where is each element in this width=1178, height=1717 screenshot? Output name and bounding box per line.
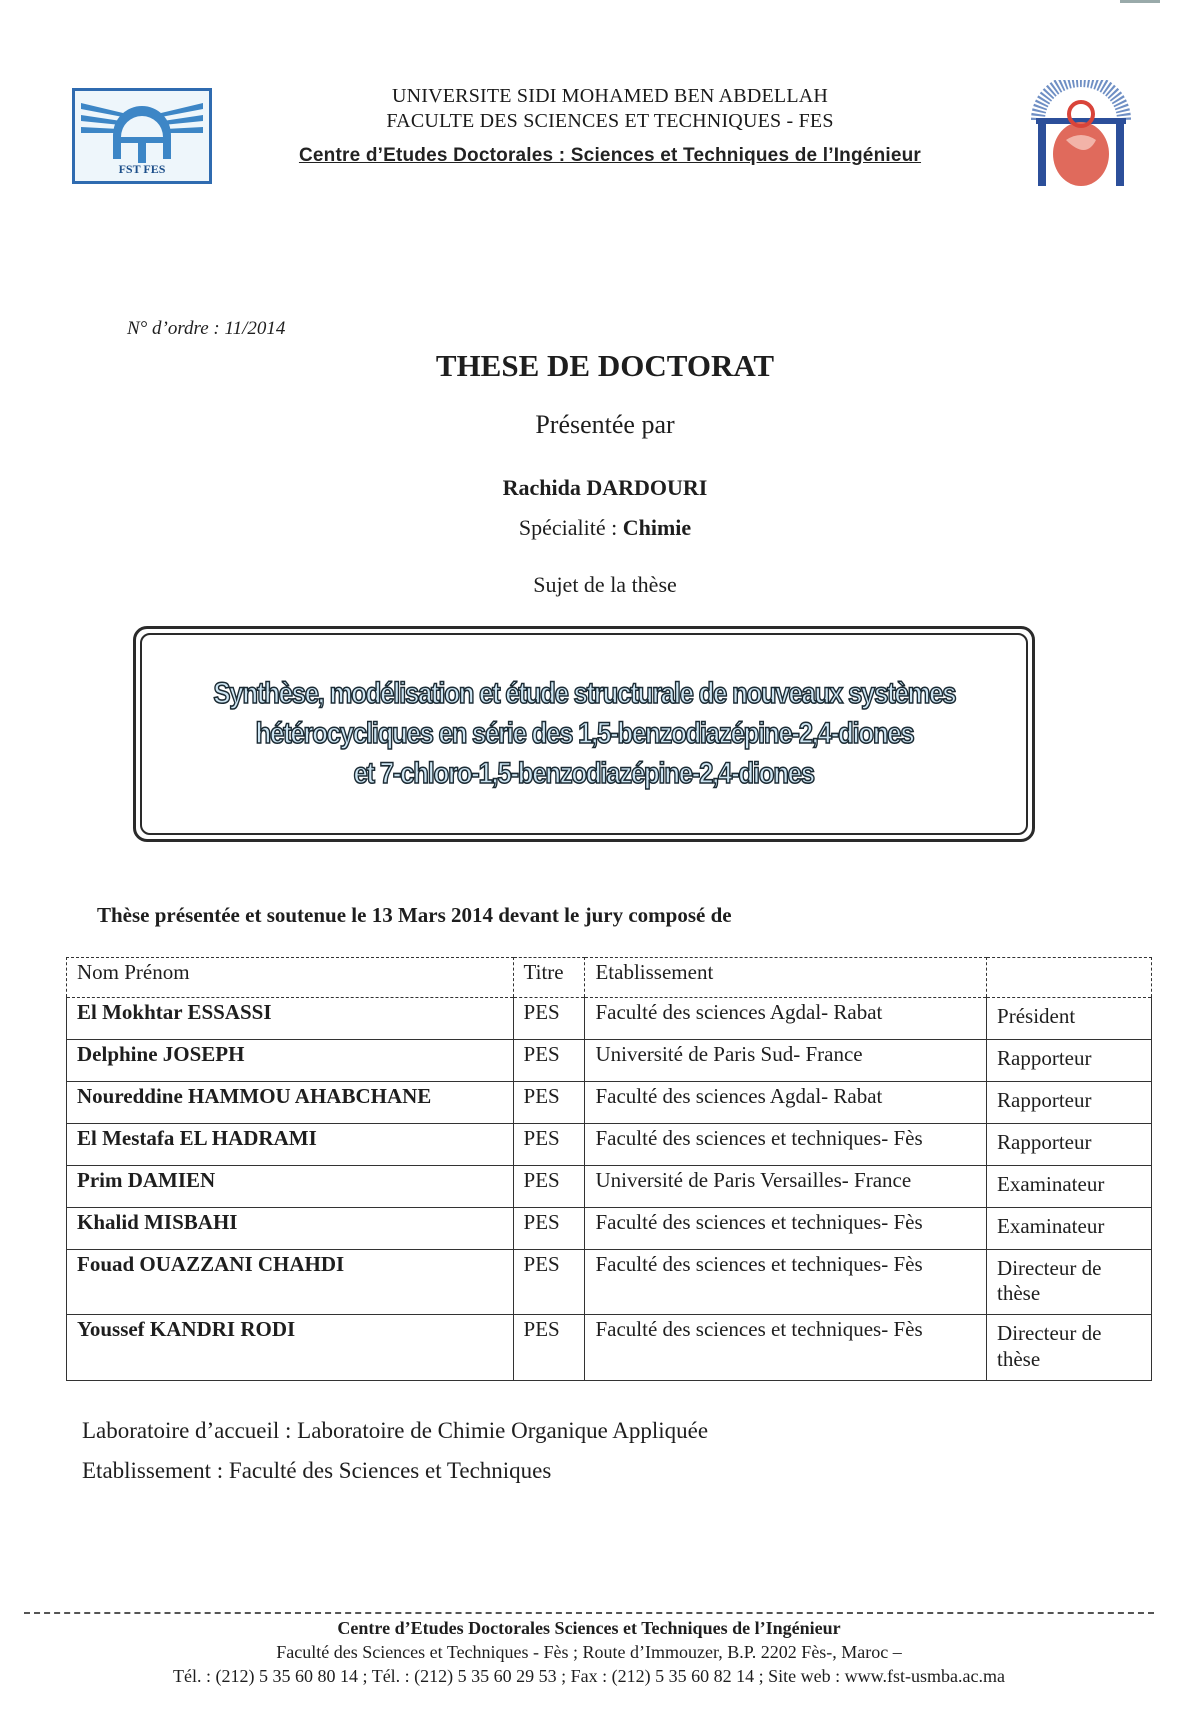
member-title: PES (513, 1208, 585, 1250)
emblem-icon (1030, 80, 1132, 190)
header-title: Titre (513, 958, 585, 998)
table-row (67, 1208, 1152, 1250)
table-row (67, 998, 1152, 1040)
logo-caption: FST FES (118, 162, 166, 176)
member-title: PES (513, 998, 585, 1040)
member-title: PES (513, 1040, 585, 1082)
table-row (67, 1040, 1152, 1082)
footer-address: Faculté des Sciences et Techniques - Fès ; Route d’Immouzer, B.P. 2202 Fès-, Maroc – (276, 1642, 902, 1662)
establishment: Etablissement : Faculté des Sciences et Techniques (82, 1458, 552, 1483)
speciality-label: Spécialité : (518, 515, 623, 540)
defense-statement: Thèse présentée et soutenue le 13 Mars 2014 devant le jury composé de (97, 903, 732, 927)
member-role: Directeur de thèse (987, 1315, 1152, 1380)
member-name: Prim DAMIEN (67, 1166, 514, 1208)
member-role: Rapporteur (987, 1082, 1152, 1124)
member-name: El Mokhtar ESSASSI (67, 998, 514, 1040)
member-role: Examinateur (987, 1166, 1152, 1208)
university-name: UNIVERSITE SIDI MOHAMED BEN ABDELLAH (391, 85, 829, 107)
host-laboratory: Laboratoire d’accueil : Laboratoire de Chimie Organique Appliquée (82, 1418, 709, 1443)
speciality (0, 515, 1178, 541)
fst-fes-logo (72, 88, 212, 184)
member-title: PES (513, 1166, 585, 1208)
member-role: Examinateur (987, 1208, 1152, 1250)
member-institution: Faculté des sciences et techniques- Fès (585, 1315, 987, 1380)
jury-table (66, 957, 1152, 1381)
table-row (67, 1124, 1152, 1166)
subject-line: Synthèse, modélisation et étude structurale de nouveaux systèmes (213, 677, 955, 710)
scan-artifact (1120, 0, 1160, 3)
subject-line: et 7-chloro-1,5-benzodiazépine-2,4-diones (353, 757, 815, 790)
member-institution: Faculté des sciences et techniques- Fès (585, 1250, 987, 1315)
member-role: Directeur de thèse (987, 1250, 1152, 1315)
order-number: N° d’ordre : 11/2014 (127, 318, 286, 339)
member-name: Noureddine HAMMOU AHABCHANE (67, 1082, 514, 1124)
member-institution: Université de Paris Sud- France (585, 1040, 987, 1082)
faculty-name: FACULTE DES SCIENCES ET TECHNIQUES - FES (386, 110, 834, 132)
header-role (987, 958, 1152, 998)
footer-divider (24, 1612, 1154, 1614)
table-row (67, 1250, 1152, 1315)
table-row (67, 1315, 1152, 1380)
footer-contacts: Tél. : (212) 5 35 60 80 14 ; Tél. : (212) 5 35 60 29 53 ; Fax : (212) 5 35 60 82 14 ; Site web : www.fst-usmba.ac.ma (173, 1666, 1005, 1686)
member-title: PES (513, 1250, 585, 1315)
member-name: Delphine JOSEPH (67, 1040, 514, 1082)
thesis-subject-box (133, 626, 1035, 842)
author-name: Rachida DARDOURI (502, 475, 708, 500)
speciality-value: Chimie (622, 515, 692, 540)
member-role: Président (987, 998, 1152, 1040)
member-title: PES (513, 1315, 585, 1380)
member-institution: Faculté des sciences et techniques- Fès (585, 1124, 987, 1166)
member-name: Youssef KANDRI RODI (67, 1315, 514, 1380)
member-institution: Faculté des sciences Agdal- Rabat (585, 998, 987, 1040)
subject-line: hétérocycliques en série des 1,5-benzodiazépine-2,4-diones (255, 717, 913, 750)
university-emblem (1030, 80, 1132, 190)
table-row (67, 1166, 1152, 1208)
header-institution: Etablissement (585, 958, 987, 998)
document-title: THESE DE DOCTORAT (435, 348, 775, 383)
table-row (67, 1082, 1152, 1124)
member-name: Khalid MISBAHI (67, 1208, 514, 1250)
footer-centre: Centre d’Etudes Doctorales Sciences et Techniques de l’Ingénieur (337, 1618, 841, 1638)
member-institution: Université de Paris Versailles- France (585, 1166, 987, 1208)
member-title: PES (513, 1124, 585, 1166)
header-name: Nom Prénom (67, 958, 514, 998)
member-role: Rapporteur (987, 1124, 1152, 1166)
thesis-subject-inner (140, 633, 1028, 835)
subject-label: Sujet de la thèse (533, 572, 677, 597)
member-role: Rapporteur (987, 1040, 1152, 1082)
member-name: Fouad OUAZZANI CHAHDI (67, 1250, 514, 1315)
presented-by-label: Présentée par (535, 410, 675, 439)
table-header-row (67, 958, 1152, 998)
doctoral-centre: Centre d’Etudes Doctorales : Sciences et Techniques de l’Ingénieur (298, 145, 922, 166)
member-name: El Mestafa EL HADRAMI (67, 1124, 514, 1166)
member-institution: Faculté des sciences Agdal- Rabat (585, 1082, 987, 1124)
member-institution: Faculté des sciences et techniques- Fès (585, 1208, 987, 1250)
member-title: PES (513, 1082, 585, 1124)
